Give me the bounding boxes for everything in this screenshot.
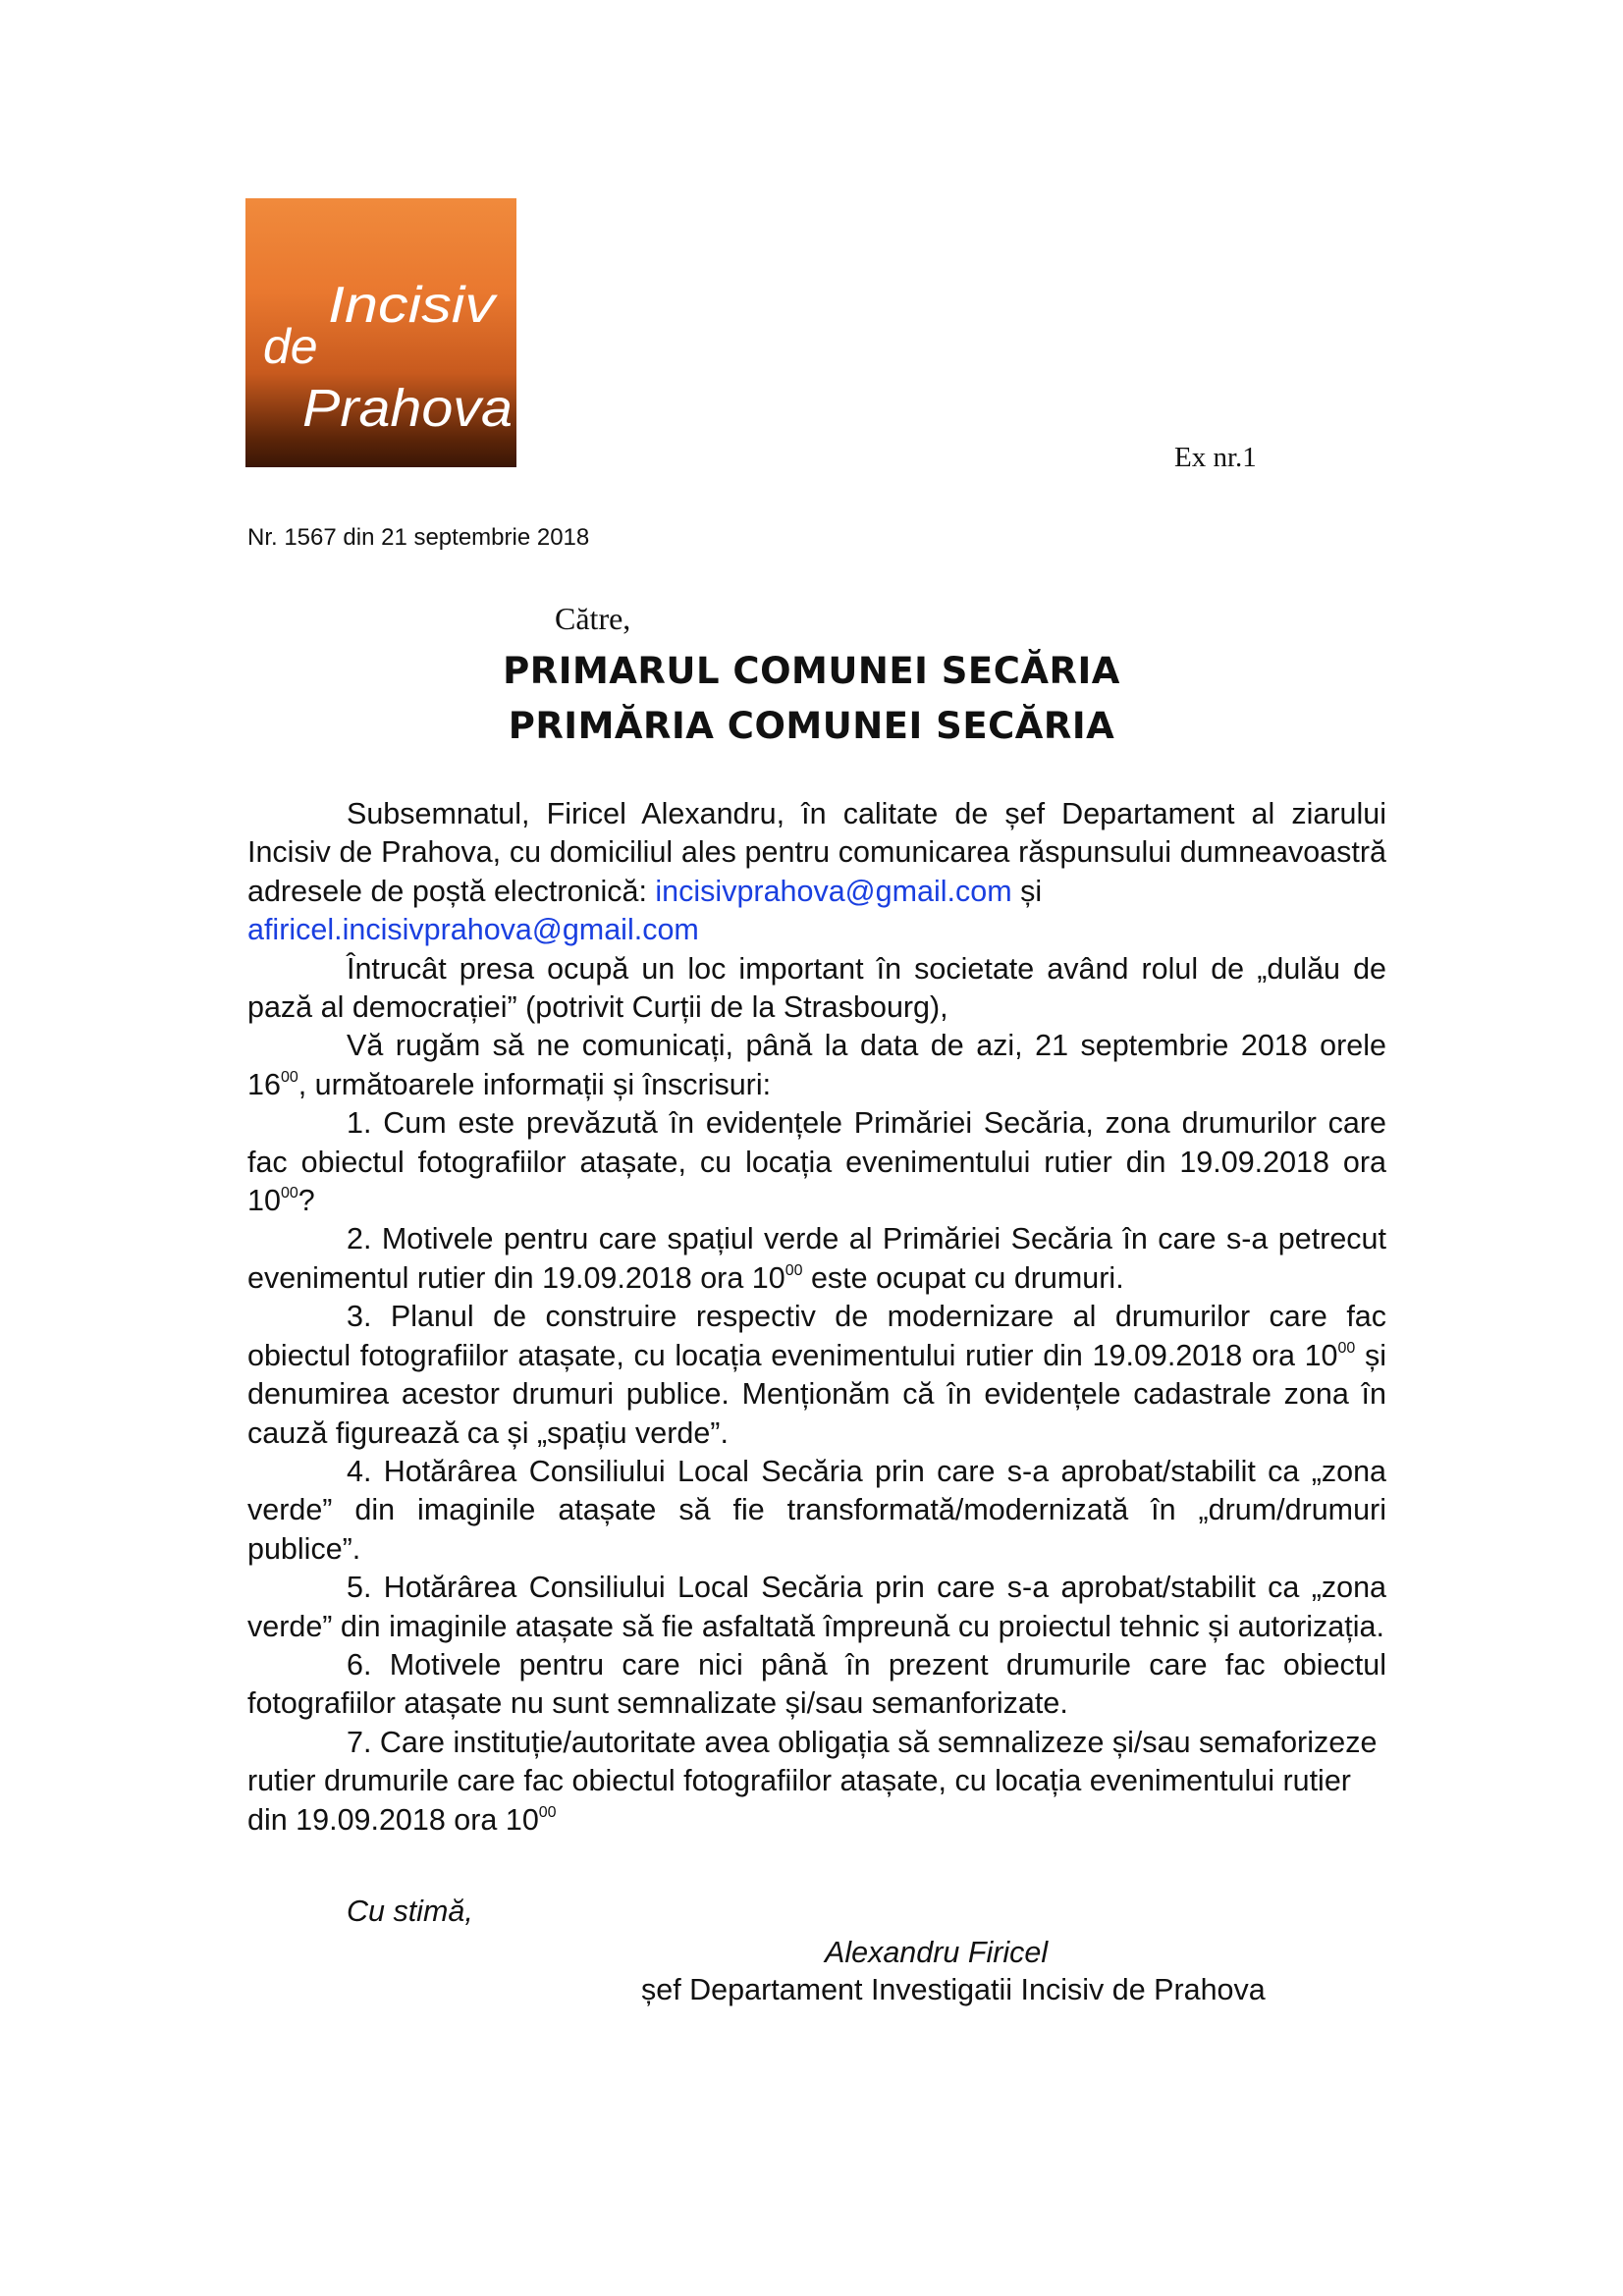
paragraph-request xyxy=(247,1027,1386,1104)
publication-logo xyxy=(245,198,516,467)
recipient-city-hall: PRIMĂRIA COMUNEI SECĂRIA xyxy=(508,705,1115,747)
intro-text: Subsemnatul, Firicel Alexandru, în calitate de șef Departament al ziarului Incisiv de Prahova, cu domiciliul ales pentru comunicarea răspunsului dumneavoastră adresele de poștă electronică: xyxy=(247,797,1386,908)
closing-greeting: Cu stimă, xyxy=(347,1895,473,1928)
signatory-title: șef Departament Investigatii Incisiv de Prahova xyxy=(641,1973,1266,2006)
superscript: 00 xyxy=(280,1185,298,1202)
superscript: 00 xyxy=(280,1068,298,1086)
list-item-3 xyxy=(247,1298,1386,1453)
request-text-end: , următoarele informații și înscrisuri: xyxy=(298,1067,772,1101)
paragraph-press: Întrucât presa ocupă un loc important în societate având rolul de „dulău de pază al democrației” (potrivit Curții de la Strasbourg), xyxy=(247,951,1386,1025)
logo-wordmark xyxy=(245,198,516,467)
superscript: 00 xyxy=(784,1261,803,1279)
item-2-text: 2. Motivele pentru care spațiul verde al Primăriei Secăria în care s-a petrecut evenimentul rutier din 19.09.2018 ora 10 xyxy=(247,1222,1386,1295)
item-3-text: 3. Planul de construire respectiv de modernizare al drumurilor care fac obiectul fotografiilor atașate, cu locația evenimentului rutier din 19.09.2018 ora 10 xyxy=(247,1300,1386,1372)
recipient-mayor: PRIMARUL COMUNEI SECĂRIA xyxy=(503,650,1120,692)
addressee-label: Către, xyxy=(555,601,631,636)
letter-body xyxy=(247,795,1386,1840)
document-number: Nr. 1567 din 21 septembrie 2018 xyxy=(247,524,590,551)
item-1-end: ? xyxy=(298,1184,315,1218)
list-item-2 xyxy=(247,1220,1386,1298)
request-text: Vă rugăm să ne comunicați, până la data de azi, 21 septembrie 2018 orele 16 xyxy=(247,1029,1386,1101)
item-3-end: și denumirea acestor drumuri publice. Menționăm că în evidențele cadastrale zona în cauză figurează ca și „spațiu verde”. xyxy=(247,1338,1387,1450)
logo-line-prahova: Prahova xyxy=(302,379,513,438)
copy-number: Ex nr.1 xyxy=(1174,442,1257,473)
list-item-1 xyxy=(247,1104,1386,1220)
list-item-6: 6. Motivele pentru care nici până în prezent drumurile care fac obiectul fotografiilor atașate nu sunt semnalizate și/sau semanforizate. xyxy=(247,1647,1386,1721)
email-link-1[interactable]: incisivprahova@gmail.com xyxy=(655,874,1012,908)
intro-and: și xyxy=(1011,874,1043,908)
email-link-2[interactable]: afiricel.incisivprahova@gmail.com xyxy=(247,913,699,947)
list-item-4: 4. Hotărârea Consiliului Local Secăria prin care s-a aprobat/stabilit ca „zona verde” din imaginile atașate să fie transformată/modernizată în „drum/drumuri publice”. xyxy=(247,1454,1386,1566)
logo-line-de: de xyxy=(263,319,318,374)
superscript: 00 xyxy=(1337,1339,1356,1357)
logo-line-incisiv: Incisiv xyxy=(328,277,499,334)
signatory-name: Alexandru Firicel xyxy=(825,1936,1049,1969)
item-2-end: este ocupat cu drumuri. xyxy=(802,1260,1124,1295)
superscript: 00 xyxy=(538,1803,557,1821)
intro-paragraph xyxy=(247,795,1386,950)
item-7-text: 7. Care instituție/autoritate avea obligația să semnalizeze și/sau semaforizeze rutier drumurile care fac obiectul fotografiilor atașate, cu locația evenimentului rutier din 19.09.2018 ora 10 xyxy=(247,1725,1378,1837)
list-item-5: 5. Hotărârea Consiliului Local Secăria prin care s-a aprobat/stabilit ca „zona verde” din imaginile atașate să fie asfaltată împreună cu proiectul tehnic și autorizația. xyxy=(247,1571,1386,1643)
list-item-7 xyxy=(247,1724,1386,1840)
item-1-text: 1. Cum este prevăzută în evidențele Primăriei Secăria, zona drumurilor care fac obiectul fotografiilor atașate, cu locația evenimentului rutier din 19.09.2018 ora 10 xyxy=(247,1106,1386,1218)
